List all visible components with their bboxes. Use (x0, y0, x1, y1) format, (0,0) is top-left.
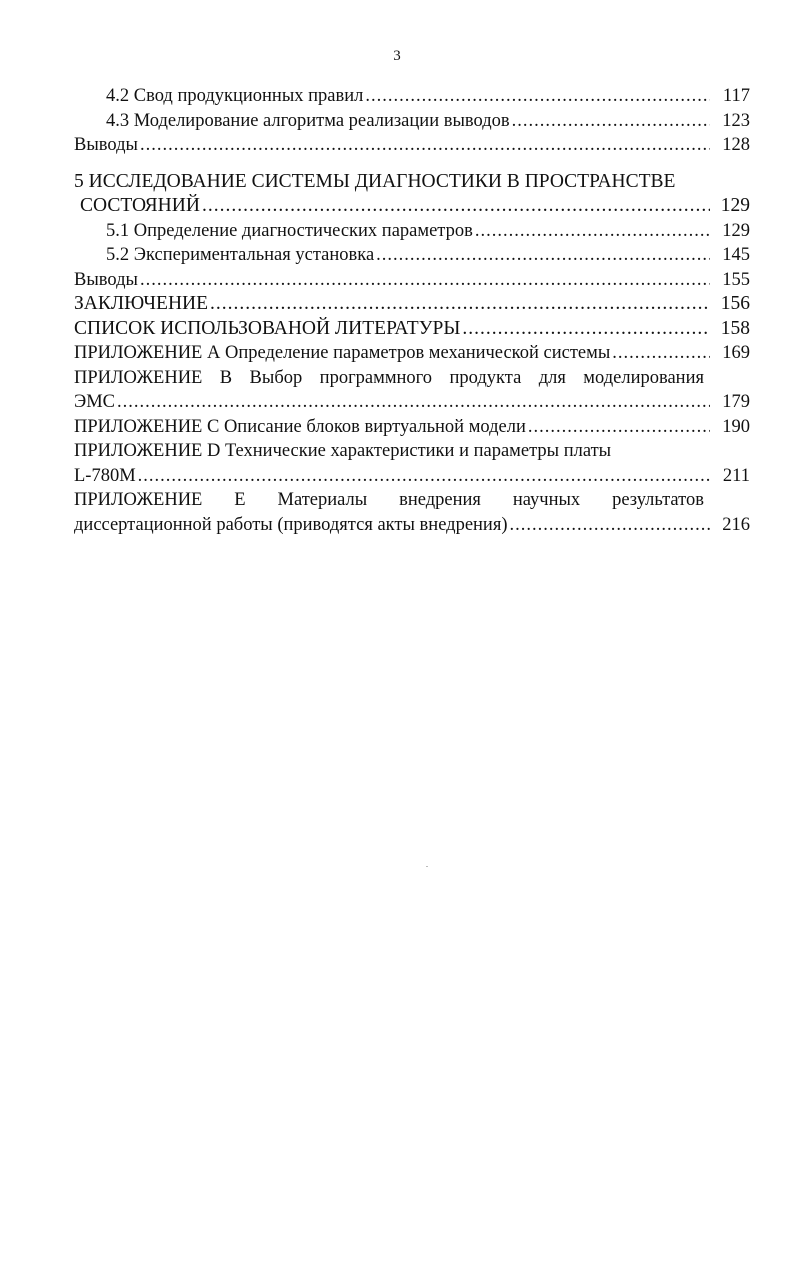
toc-entry-title: ПРИЛОЖЕНИЕ А Определение параметров механической системы (74, 343, 611, 363)
toc-chapter-5-heading: 5 ИССЛЕДОВАНИЕ СИСТЕМЫ ДИАГНОСТИКИ В ПРОСТРАНСТВЕ (74, 170, 676, 192)
toc-entry-references (74, 317, 750, 342)
dot-leader (462, 317, 710, 342)
toc-entry-title: 4.3 Моделирование алгоритма реализации выводов (106, 110, 510, 131)
dot-leader (612, 341, 710, 366)
dot-leader (512, 109, 710, 134)
toc-entry-title: ПРИЛОЖЕНИЕ С Описание блоков виртуальной модели (74, 416, 526, 437)
toc-entry-title: СПИСОК ИСПОЛЬЗОВАНОЙ ЛИТЕРАТУРЫ (74, 317, 461, 339)
toc-entry-title: 5.2 Экспериментальная установка (106, 245, 375, 265)
toc-entry-appendix-a (74, 341, 750, 366)
toc-entry-page: 145 (722, 245, 750, 265)
dot-leader (140, 133, 710, 158)
dot-leader (210, 292, 710, 317)
toc-entry-page: 158 (720, 317, 750, 339)
toc-entry-page: 129 (722, 220, 750, 241)
dot-leader (365, 84, 710, 109)
toc-entry-title: L-780M (74, 465, 136, 486)
dot-leader (140, 268, 710, 293)
toc-entry-title: ЗАКЛЮЧЕНИЕ (74, 293, 209, 314)
toc-entry-page: 179 (722, 392, 750, 412)
page-number: 3 (393, 48, 401, 64)
table-of-contents (74, 84, 750, 537)
toc-entry-page: 190 (722, 416, 750, 437)
dot-leader (475, 219, 710, 244)
dot-leader (528, 415, 710, 440)
toc-appendix-e-line: ПРИЛОЖЕНИЕ Е Материалы внедрения научных результатов (74, 490, 704, 510)
toc-entry-appendix-b (74, 390, 750, 415)
dot-leader (117, 390, 710, 415)
toc-appendix-d-line: ПРИЛОЖЕНИЕ D Технические характеристики и параметры платы (74, 441, 612, 461)
toc-entry-page: 156 (720, 293, 750, 314)
toc-entry-title: диссертационной работы (приводятся акты внедрения) (74, 514, 508, 535)
toc-entry-title: Выводы (74, 269, 138, 290)
toc-entry-title: Выводы (74, 135, 138, 155)
dot-leader (202, 194, 710, 219)
toc-entry-page: 216 (722, 514, 750, 535)
toc-entry-page: 211 (722, 465, 750, 486)
dot-leader (510, 513, 710, 538)
toc-entry-4-2 (74, 84, 750, 109)
toc-appendix-b-line: ПРИЛОЖЕНИЕ В Выбор программного продукта для моделирования (74, 367, 704, 388)
toc-entry-4-3 (74, 109, 750, 134)
toc-entry-conclusions-4 (74, 133, 750, 158)
toc-entry-conclusions-5 (74, 268, 750, 293)
toc-entry-chapter-5 (74, 194, 750, 219)
toc-entry-page: 155 (722, 269, 750, 290)
toc-entry-page: 128 (722, 135, 750, 155)
dot-leader (376, 243, 710, 268)
toc-entry-page: 129 (720, 195, 750, 216)
toc-entry-conclusion (74, 292, 750, 317)
toc-entry-title: СОСТОЯНИЙ (80, 195, 200, 216)
toc-entry-5-2 (74, 243, 750, 268)
toc-entry-page: 169 (722, 343, 750, 363)
toc-entry-appendix-e (74, 513, 750, 538)
dot-leader (138, 464, 710, 489)
toc-entry-5-1 (74, 219, 750, 244)
toc-entry-page: 123 (722, 110, 750, 131)
toc-entry-title: 4.2 Свод продукционных правил (106, 86, 364, 106)
toc-entry-appendix-c (74, 415, 750, 440)
toc-entry-title: 5.1 Определение диагностических параметров (106, 220, 473, 241)
toc-entry-page: 117 (722, 86, 750, 106)
toc-entry-appendix-d (74, 464, 750, 489)
toc-entry-title: ЭМС (74, 392, 116, 412)
scan-speck (426, 866, 428, 867)
